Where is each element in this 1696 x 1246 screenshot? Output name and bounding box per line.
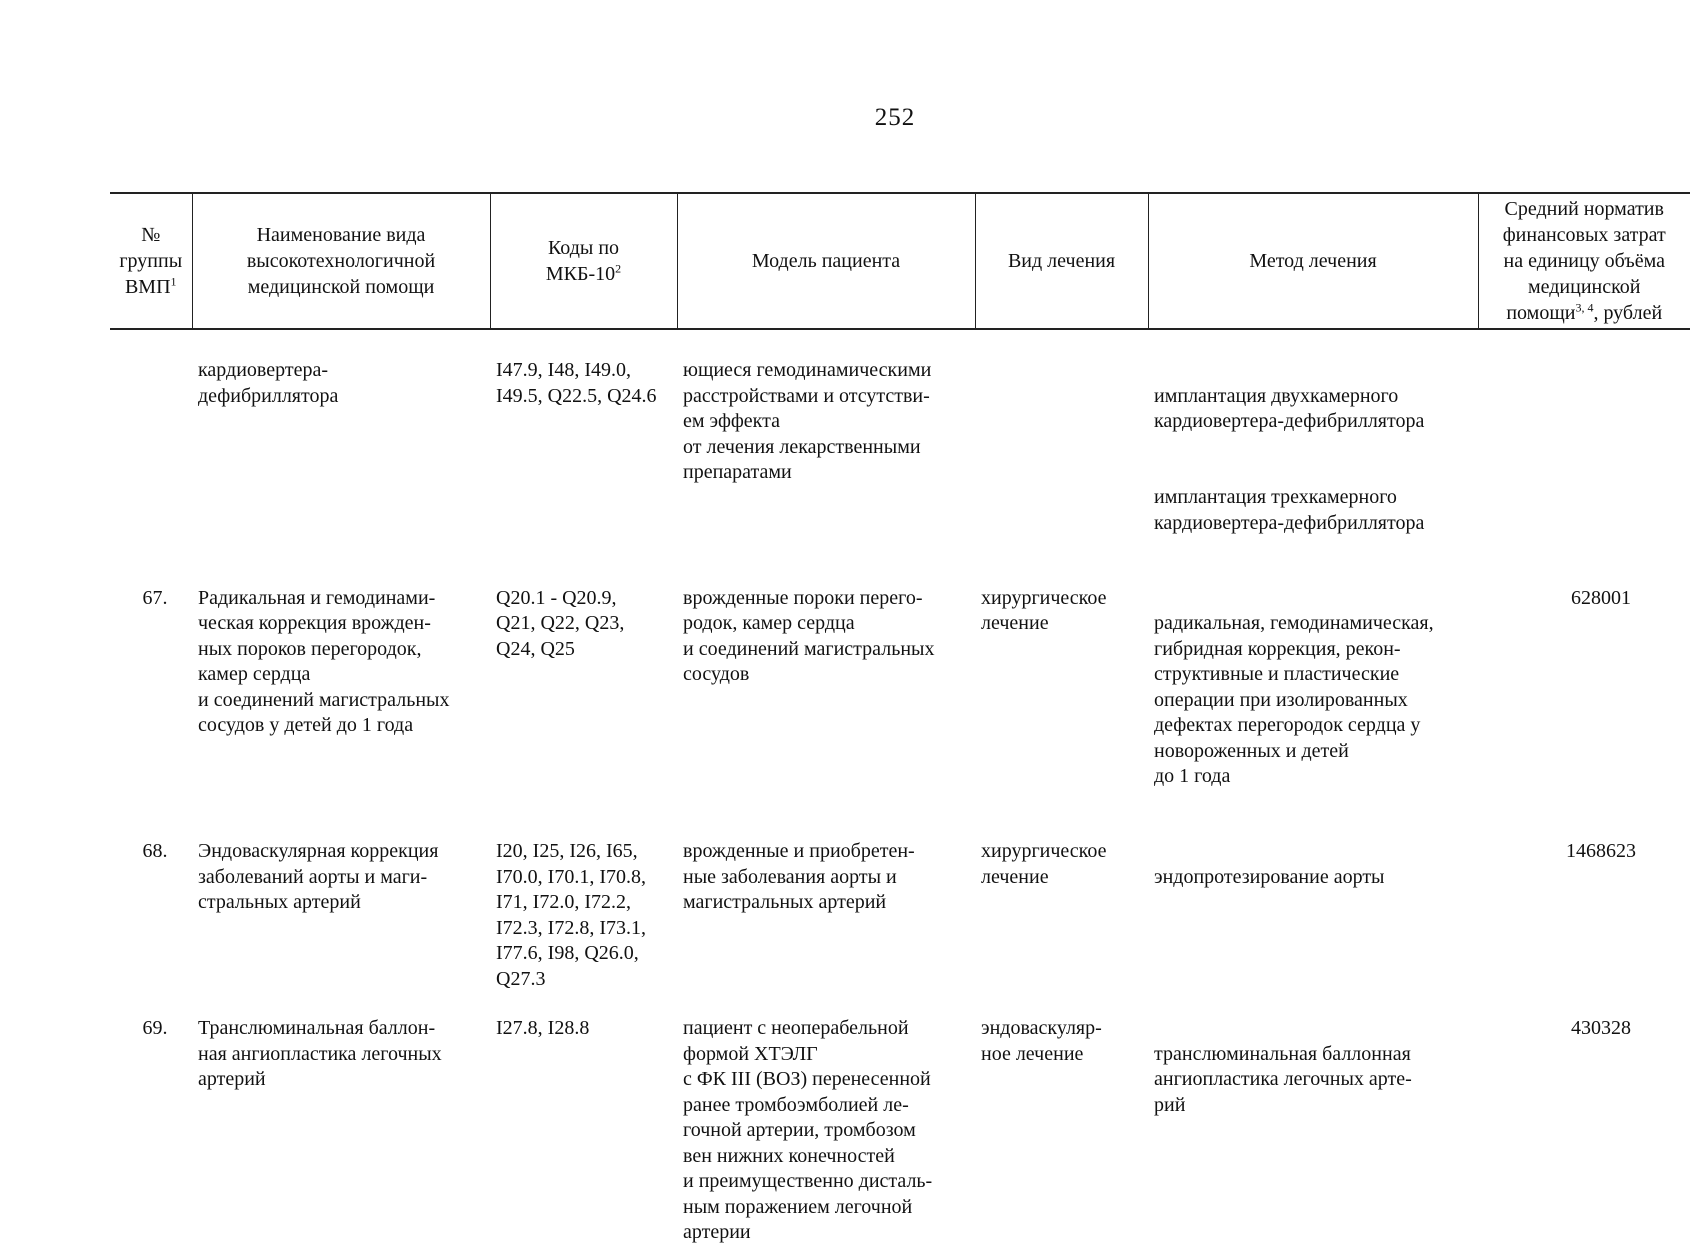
row-model: врожденные и приобретен- ные заболевания аорты и магистральных артерий bbox=[683, 840, 915, 913]
row-codes: I20, I25, I26, I65, I70.0, I70.1, I70.8, I71, I72.0, I72.2, I72.3, I72.8, I73.1, I77.6, I98, Q26.0, Q27.3 bbox=[496, 840, 646, 990]
row-codes: I47.9, I48, I49.0, I49.5, Q22.5, Q24.6 bbox=[496, 359, 657, 407]
row-cost: 1468623 bbox=[1566, 840, 1636, 862]
footnote-ref: 3, 4 bbox=[1575, 300, 1594, 315]
header-type: Вид лечения bbox=[975, 193, 1148, 329]
table-row bbox=[110, 329, 1690, 562]
header-codes-line1: Коды по bbox=[547, 237, 620, 259]
header-name: Наименование вида высокотехнологичной медицинской помощи bbox=[192, 193, 490, 329]
footnote-ref: 2 bbox=[615, 261, 622, 276]
header-model: Модель пациента bbox=[677, 193, 975, 329]
row-type: эндоваскуляр- ное лечение bbox=[981, 1017, 1102, 1065]
table-row bbox=[110, 992, 1690, 1246]
header-group-number-line2: группы bbox=[119, 250, 183, 272]
page-number: 252 bbox=[874, 104, 916, 131]
row-codes: Q20.1 - Q20.9, Q21, Q22, Q23, Q24, Q25 bbox=[496, 586, 625, 660]
row-name: Радикальная и гемодинами- ческая коррекция врожден- ных пороков перегородок, камер сердца и соединений магистральных сосудов у детей до 1 года bbox=[198, 586, 450, 736]
row-type: хирургическое лечение bbox=[981, 840, 1107, 888]
table-header bbox=[110, 193, 1690, 329]
row-method bbox=[1148, 992, 1478, 1246]
row-number: 68. bbox=[142, 840, 168, 862]
header-group-number-line1: № bbox=[141, 224, 161, 246]
row-number: 67. bbox=[142, 586, 168, 609]
table-row bbox=[110, 815, 1690, 992]
row-cost bbox=[1478, 329, 1690, 562]
row-codes: I27.8, I28.8 bbox=[496, 1017, 590, 1039]
header-cost bbox=[1478, 193, 1690, 329]
row-cost: 628001 bbox=[1571, 586, 1631, 609]
row-type: хирургическое лечение bbox=[981, 586, 1107, 634]
table-row bbox=[110, 562, 1690, 816]
row-model: пациент с неоперабельной формой ХТЭЛГ с ФК III (ВОЗ) перенесенной ранее тромбоэмболией ле- гочной артерии, тромбозом вен нижних конечностей и преимущественно дисталь- ным поражением легочной артерии bbox=[683, 1017, 933, 1243]
header-cost-last-post: , рублей bbox=[1593, 302, 1663, 324]
row-name: кардиовертера- дефибриллятора bbox=[198, 359, 339, 407]
row-method-item: имплантация трехкамерного кардиовертера-дефибриллятора bbox=[1154, 486, 1425, 534]
header-method: Метод лечения bbox=[1148, 193, 1478, 329]
header-cost-text: Средний норматив финансовых затрат на единицу объёма медицинской bbox=[1502, 198, 1666, 298]
header-cost-last-pre: помощи bbox=[1506, 302, 1576, 324]
row-number: 69. bbox=[142, 1017, 168, 1039]
row-method bbox=[1148, 329, 1478, 562]
header-codes-line2: МКБ-10 bbox=[545, 263, 616, 285]
row-model: врожденные пороки перего- родок, камер сердца и соединений магистральных сосудов bbox=[683, 586, 935, 685]
vmp-table bbox=[110, 192, 1690, 1246]
header-group-number-line3: ВМП bbox=[124, 276, 171, 298]
row-method bbox=[1148, 815, 1478, 992]
row-model: ющиеся гемодинамическими расстройствами и отсутстви- ем эффекта от лечения лекарственными препаратами bbox=[683, 359, 932, 483]
header-group-number bbox=[110, 193, 192, 329]
footnote-ref: 1 bbox=[170, 274, 177, 289]
row-method-item: транслюминальная баллонная ангиопластика легочных арте- рий bbox=[1154, 1042, 1412, 1116]
row-method-item: радикальная, гемодинамическая, гибридная коррекция, рекон- структивные и пластические операции при изолированных дефектах перегородок сердца у новороженных и детей до 1 года bbox=[1154, 612, 1434, 787]
header-codes bbox=[490, 193, 677, 329]
row-cost: 430328 bbox=[1571, 1017, 1631, 1039]
row-name: Транслюминальная баллон- ная ангиопластика легочных артерий bbox=[198, 1017, 442, 1090]
row-number bbox=[110, 329, 192, 562]
row-type bbox=[975, 329, 1148, 562]
row-method bbox=[1148, 562, 1478, 816]
row-name: Эндоваскулярная коррекция заболеваний аорты и маги- стральных артерий bbox=[198, 840, 439, 913]
row-method-item: имплантация двухкамерного кардиовертера-дефибриллятора bbox=[1154, 384, 1425, 432]
row-method-item: эндопротезирование аорты bbox=[1154, 865, 1385, 888]
